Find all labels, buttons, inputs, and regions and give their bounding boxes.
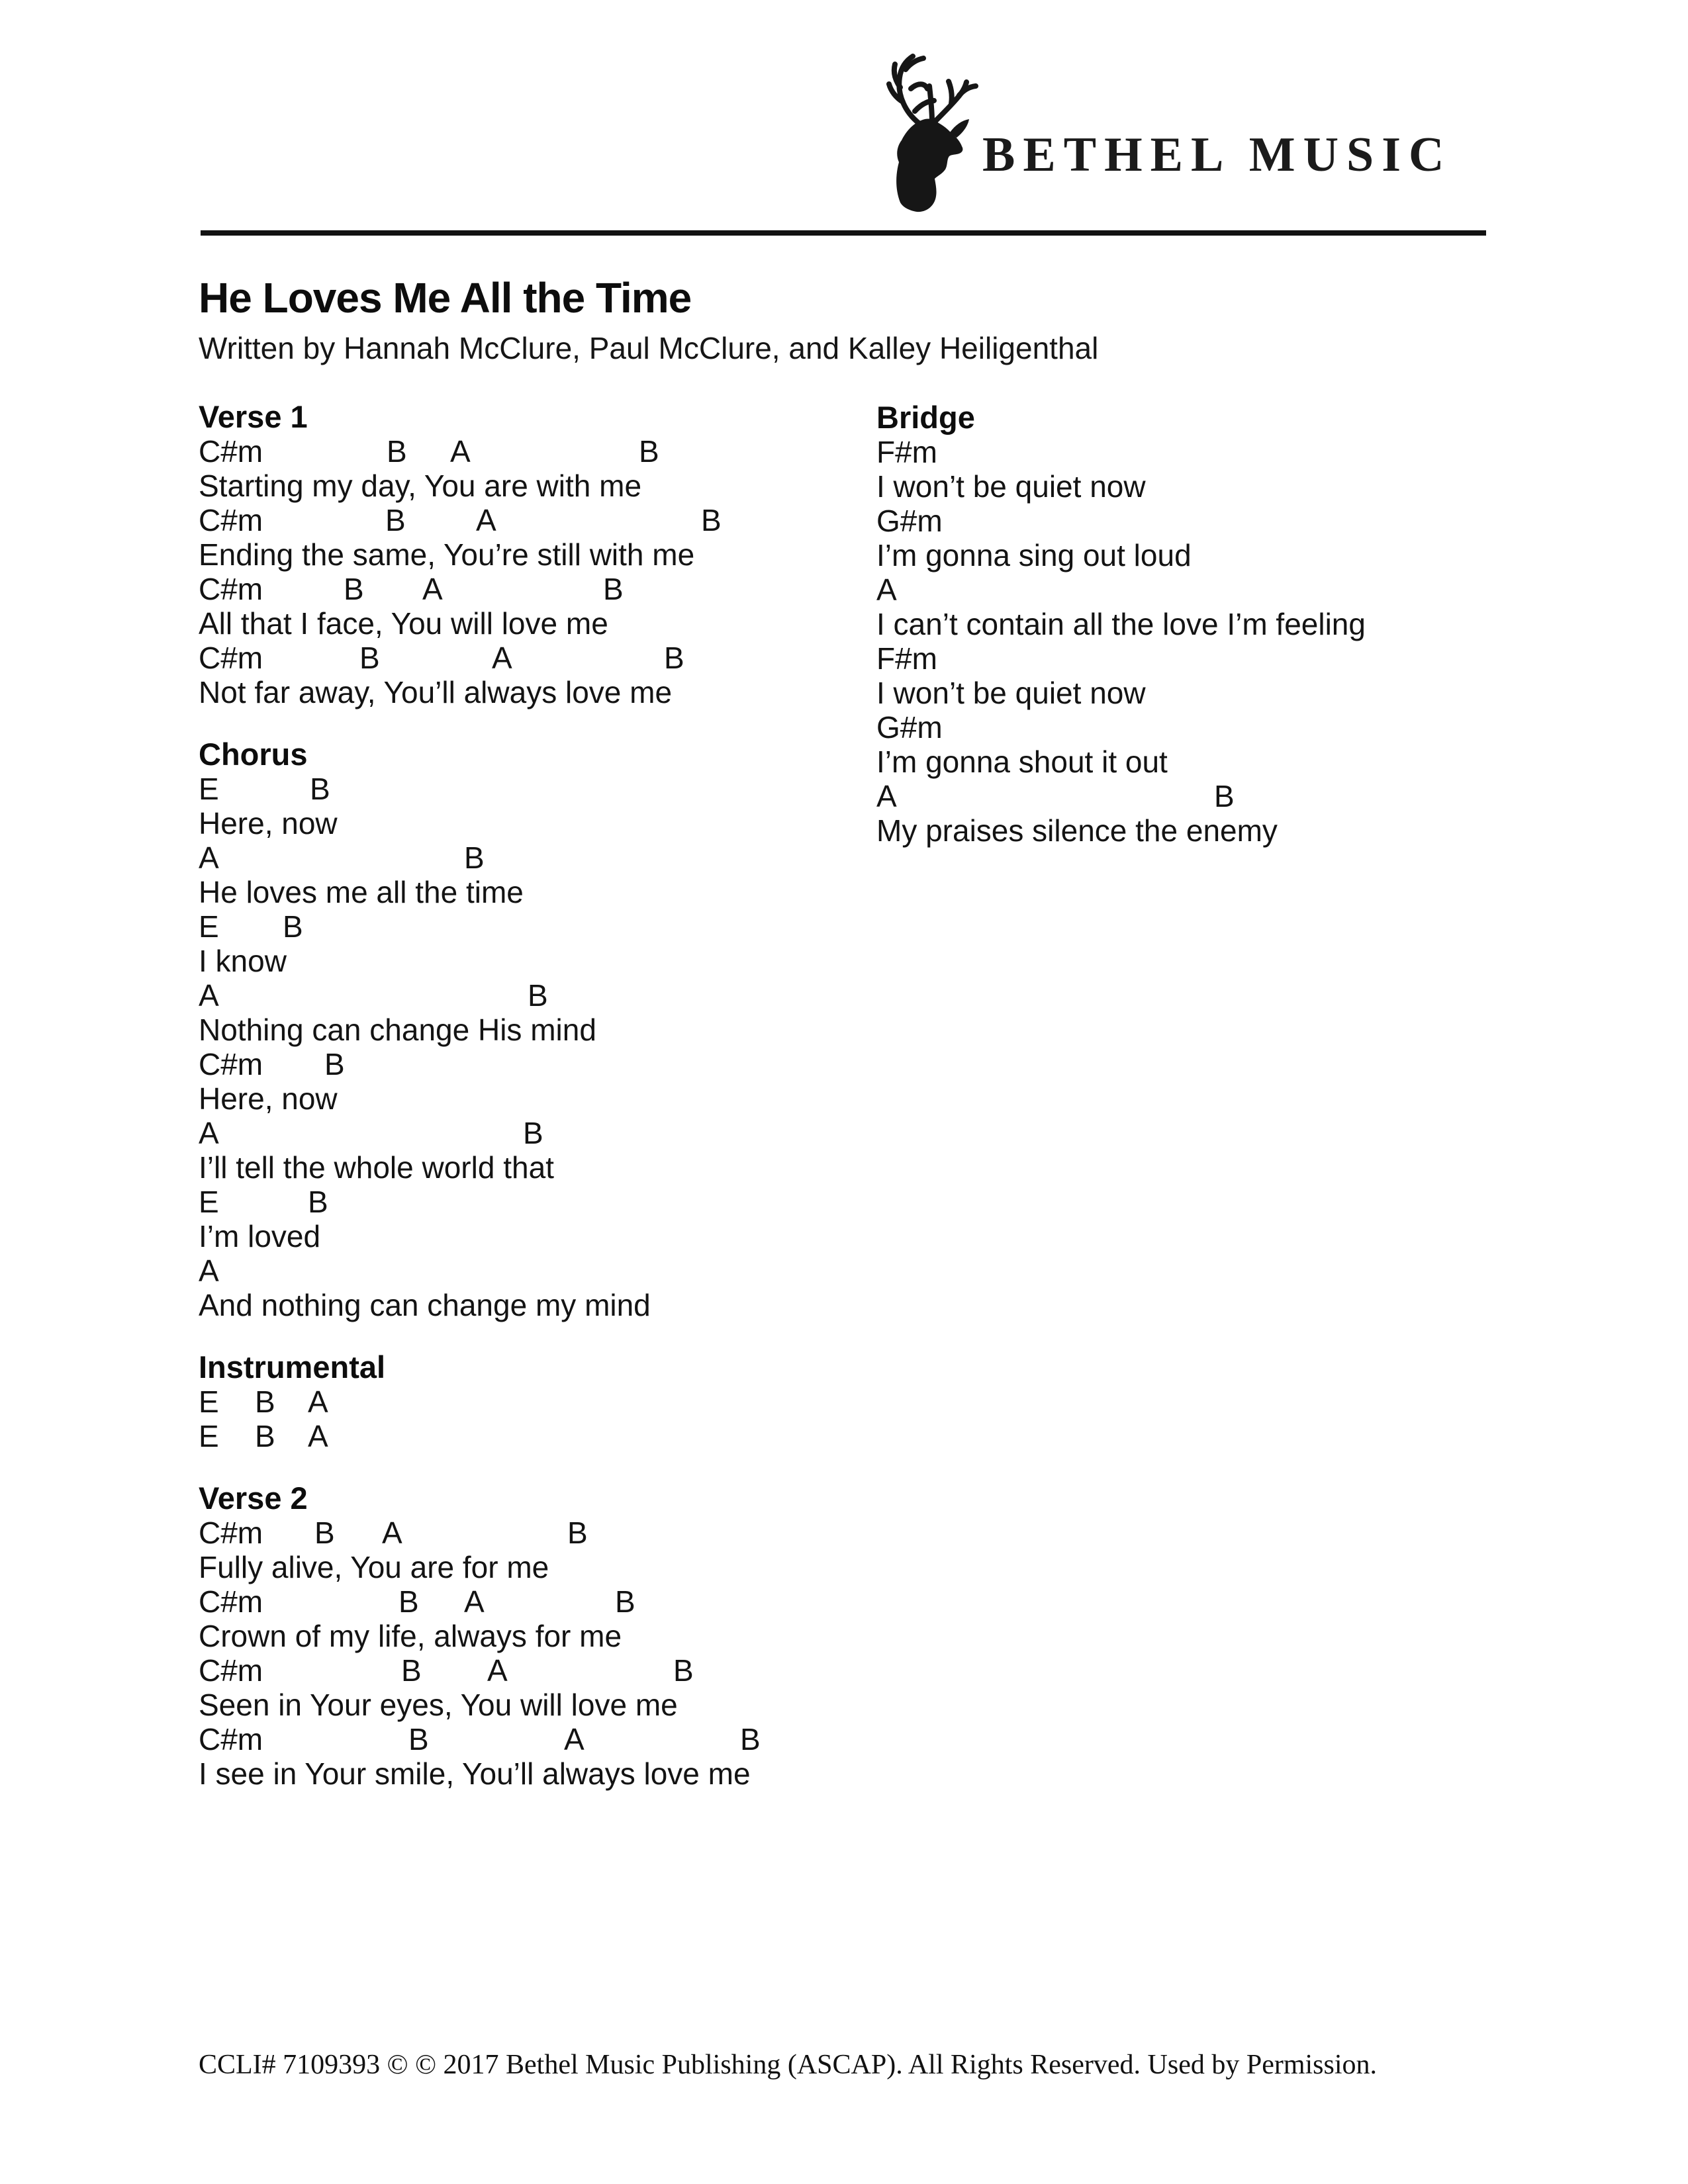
chord: C#m [199, 434, 263, 469]
left-sections [199, 400, 867, 1791]
chord: B [408, 1722, 429, 1756]
lyric-line: All that I face, You will love me [199, 606, 608, 641]
chord-line [199, 978, 867, 1013]
lyric-line: He loves me all the time [199, 875, 524, 909]
lyric-line: I see in Your smile, You’ll always love me [199, 1756, 751, 1791]
chord-line [199, 1185, 867, 1219]
chord-line [199, 1516, 867, 1550]
section-instrumental [199, 1350, 867, 1453]
chord: G#m [876, 710, 943, 745]
chord-line [199, 1419, 867, 1453]
chord: B [359, 641, 380, 675]
chord-line [876, 572, 1538, 607]
lyric-line: Nothing can change His mind [199, 1013, 596, 1047]
section-verse-1 [199, 400, 867, 709]
chord-line [199, 1047, 867, 1081]
stag-head-icon [859, 48, 1000, 214]
chord: C#m [199, 1047, 263, 1081]
chord: B [664, 641, 684, 675]
chord: A [199, 1116, 219, 1150]
chord-line [199, 434, 867, 469]
chord: A [564, 1722, 585, 1756]
lyric-line: My praises silence the enemy [876, 813, 1278, 848]
chord: B [385, 503, 406, 537]
section-bridge [876, 400, 1538, 848]
chord: B [464, 841, 485, 875]
chord: B [701, 503, 722, 537]
chord: B [523, 1116, 543, 1150]
chord: C#m [199, 1722, 263, 1756]
lyric-line: I can’t contain all the love I’m feeling [876, 607, 1366, 641]
chord: A [308, 1419, 328, 1453]
chord: E [199, 1419, 219, 1453]
copyright-text: CCLI# 7109393 © © 2017 Bethel Music Publishing (ASCAP). All Rights Reserved. Used by Permission. [199, 2050, 1378, 2080]
section-label: Instrumental [199, 1349, 386, 1385]
right-column [876, 400, 1538, 876]
lyric-line: I’m gonna shout it out [876, 745, 1168, 779]
chord: B [528, 978, 548, 1013]
chord: A [876, 779, 897, 813]
chord: A [476, 503, 496, 537]
section-label: Chorus [199, 737, 308, 772]
lyric-line: I won’t be quiet now [876, 676, 1146, 710]
chord-line [199, 1722, 867, 1756]
chord: B [387, 434, 407, 469]
chord: C#m [199, 641, 263, 675]
chord: C#m [199, 1516, 263, 1550]
chord-line [199, 909, 867, 944]
lyric-line: Here, now [199, 806, 338, 841]
lyric-line: Crown of my life, always for me [199, 1619, 622, 1653]
chord: B [324, 1047, 345, 1081]
chord-line [199, 1584, 867, 1619]
section-label: Verse 1 [199, 399, 308, 434]
section-label: Verse 2 [199, 1480, 308, 1516]
lyric-line: I’m gonna sing out loud [876, 538, 1192, 572]
chord-line [876, 779, 1538, 813]
chord: E [199, 909, 219, 944]
chord-line [876, 710, 1538, 745]
chord: B [255, 1419, 275, 1453]
chord-line [876, 435, 1538, 469]
chord: B [283, 909, 303, 944]
chord: B [308, 1185, 328, 1219]
chord: B [344, 572, 364, 606]
chord: C#m [199, 572, 263, 606]
song-title: He Loves Me All the Time [199, 274, 692, 322]
chord: B [399, 1584, 419, 1619]
header-divider [201, 230, 1486, 236]
brand-wordmark: BETHEL MUSIC [982, 128, 1452, 182]
chord-line [199, 1116, 867, 1150]
song-credit: Written by Hannah McClure, Paul McClure, and Kalley Heiligenthal [199, 331, 1099, 365]
chord: G#m [876, 504, 943, 538]
chord: A [199, 978, 219, 1013]
chord-line [876, 504, 1538, 538]
chord: B [310, 772, 330, 806]
chord: A [450, 434, 471, 469]
chord: C#m [199, 1584, 263, 1619]
chord: B [740, 1722, 761, 1756]
chord: B [673, 1653, 694, 1688]
chord: F#m [876, 435, 937, 469]
chord-line [199, 1385, 867, 1419]
chord: B [401, 1653, 422, 1688]
lyric-line: I’m loved [199, 1219, 321, 1253]
chord: B [314, 1516, 335, 1550]
lyric-line: Not far away, You’ll always love me [199, 675, 673, 709]
section-chorus [199, 737, 867, 1322]
chord-line [199, 1653, 867, 1688]
lyric-line: I know [199, 944, 287, 978]
chord: E [199, 772, 219, 806]
chord: C#m [199, 503, 263, 537]
chord: A [422, 572, 443, 606]
lyric-line: I’ll tell the whole world that [199, 1150, 554, 1185]
chord-line [876, 641, 1538, 676]
chord: B [615, 1584, 635, 1619]
lyric-line: Fully alive, You are for me [199, 1550, 549, 1584]
chord-line [199, 503, 867, 537]
chord: B [639, 434, 659, 469]
chord-line [199, 1253, 867, 1288]
chord-line [199, 772, 867, 806]
lyric-line: I won’t be quiet now [876, 469, 1146, 504]
section-label: Bridge [876, 400, 975, 435]
chord: A [876, 572, 897, 607]
chord-line [199, 572, 867, 606]
chord: A [199, 1253, 219, 1288]
lyric-line: Seen in Your eyes, You will love me [199, 1688, 678, 1722]
footer [199, 2049, 1377, 2081]
lyric-line: And nothing can change my mind [199, 1288, 651, 1322]
chord: F#m [876, 641, 937, 676]
chord: A [464, 1584, 485, 1619]
chord-line [199, 841, 867, 875]
chord: B [1214, 779, 1235, 813]
chord: C#m [199, 1653, 263, 1688]
lyric-line: Here, now [199, 1081, 338, 1116]
chord: B [255, 1385, 275, 1419]
lyric-line: Starting my day, You are with me [199, 469, 642, 503]
chord: A [308, 1385, 328, 1419]
chord: A [199, 841, 219, 875]
section-verse-2 [199, 1481, 867, 1791]
chord: E [199, 1185, 219, 1219]
chord: A [487, 1653, 508, 1688]
chord: B [603, 572, 624, 606]
chord-line [199, 641, 867, 675]
lyric-line: Ending the same, You’re still with me [199, 537, 695, 572]
chord: B [567, 1516, 588, 1550]
chord: A [492, 641, 512, 675]
chord: E [199, 1385, 219, 1419]
chord: A [382, 1516, 402, 1550]
